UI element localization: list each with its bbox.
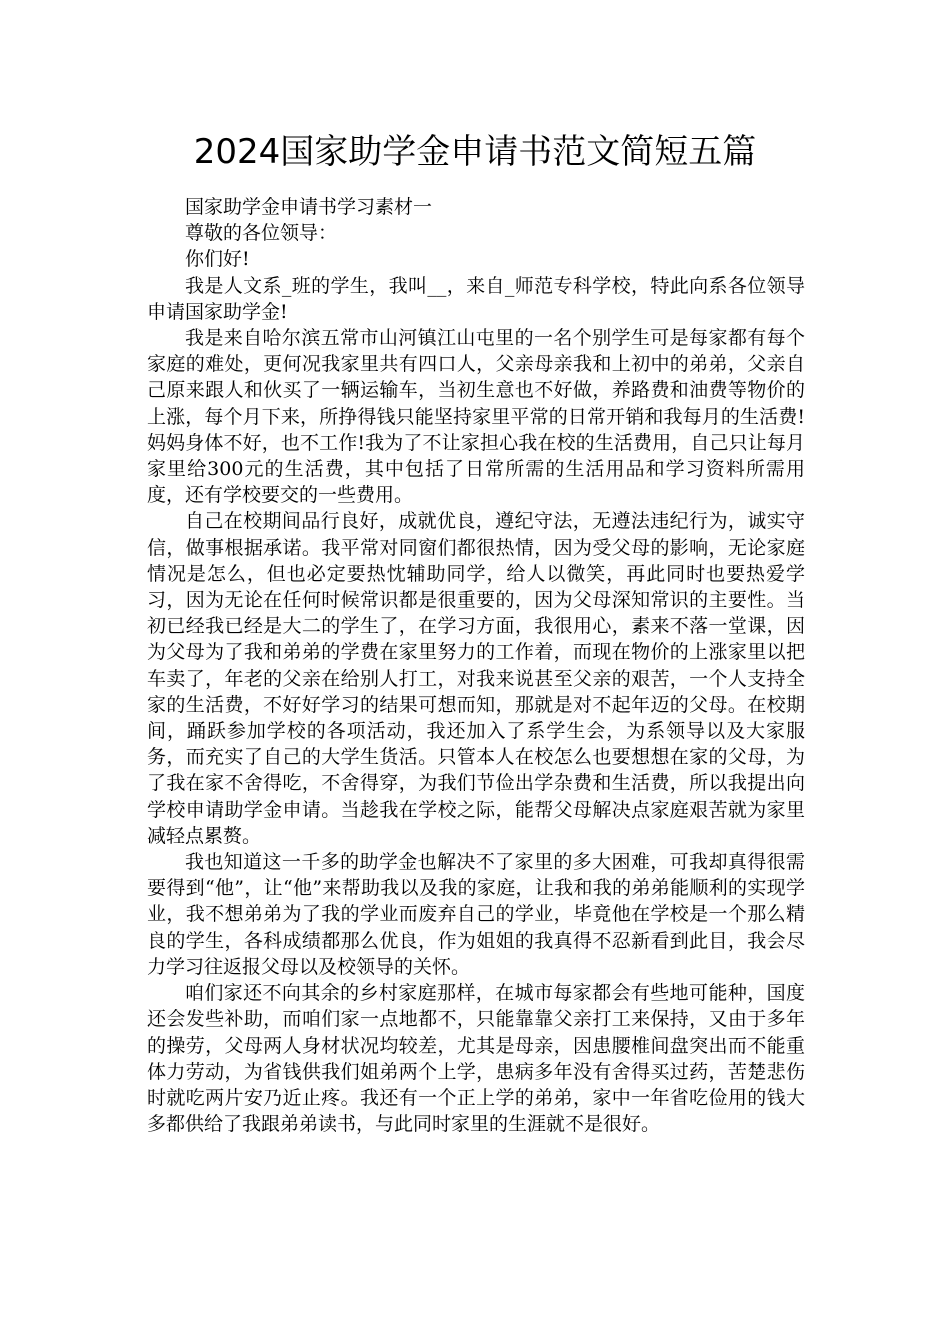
body-paragraph: 我也知道这一千多的助学金也解决不了家里的多大困难，可我却真得很需要得到“他”，让“他”来帮助我以及我的家庭，让我和我的弟弟能顺利的实现学业，我不想弟弟为了我的学业而废弃自己的学业，毕竟他在学校是一个那么精良的学生，各科成绩都那么优良，作为姐姐的我真得不忍新看到此目，我会尽力学习往返报父母以及校领导的关怀。 xyxy=(147,851,805,978)
body-paragraph: 我是人文系_班的学生，我叫__，来自_师范专科学校，特此向系各位领导申请国家助学金! xyxy=(147,274,805,323)
body-paragraph: 我是来自哈尔滨五常市山河镇江山屯里的一名个别学生可是每家都有每个家庭的难处，更何况我家里共有四口人，父亲母亲我和上初中的弟弟，父亲自己原来跟人和伙买了一辆运输车，当初生意也不好做，养路费和油费等物价的上涨，每个月下来，所挣得钱只能坚持家里平常的日常开销和我每月的生活费!妈妈身体不好，也不工作!我为了不让家担心我在校的生活费用，自己只让每月家里给300元的生活费，其中包括了日常所需的生活用品和学习资料所需用度，还有学校要交的一些费用。 xyxy=(147,327,805,507)
greeting: 你们好! xyxy=(185,248,250,271)
body-paragraph: 咱们家还不向其余的乡村家庭那样，在城市每家都会有些地可能种，国度还会发些补助，而咱们家一点地都不，只能靠靠父亲打工来保持，又由于多年的操劳，父母两人身材状况均较差，尤其是母亲，因患腰椎间盘突出而不能重体力劳动，为省钱供我们姐弟两个上学，患病多年没有舍得买过药，苦楚悲伤时就吃两片安乃近止疼。我还有一个正上学的弟弟，家中一年省吃俭用的钱大多都供给了我跟弟弟读书，与此同时家里的生涯就不是很好。 xyxy=(147,982,805,1136)
document-body xyxy=(147,194,805,1137)
section-heading: 国家助学金申请书学习素材一 xyxy=(185,196,433,218)
body-paragraph: 自己在校期间品行良好，成就优良，遵纪守法，无遵法违纪行为，诚实守信，做事根据承诺。我平常对同窗们都很热情，因为受父母的影响，无论家庭情况是怎么，但也必定要热忱辅助同学，给人以微笑，再此同时也要热爱学习，因为无论在任何时候常识都是很重要的，因为父母深知常识的主要性。当初已经我已经是大二的学生了，在学习方面，我很用心，素来不落一堂课，因为父母为了我和弟弟的学费在家里努力的工作着，而现在物价的上涨家里以把车卖了，年老的父亲在给别人打工，对我来说甚至父亲的艰苦，一个人支持全家的生活费，不好好学习的结果可想而知，那就是对不起年迈的父母。在校期间，踊跃参加学校的各项活动，我还加入了系学生会，为系领导以及大家服务，而充实了自己的大学生货活。只管本人在校怎么也要想想在家的父母，为了我在家不舍得吃，不舍得穿，为我们节俭出学杂费和生活费，所以我提出向学校申请助学金申请。当趁我在学校之际，能帮父母解决点家庭艰苦就为家里减轻点累赘。 xyxy=(147,510,805,847)
salutation: 尊敬的各位领导： xyxy=(185,222,338,245)
document-title: 2024国家助学金申请书范文简短五篇 xyxy=(193,132,757,172)
